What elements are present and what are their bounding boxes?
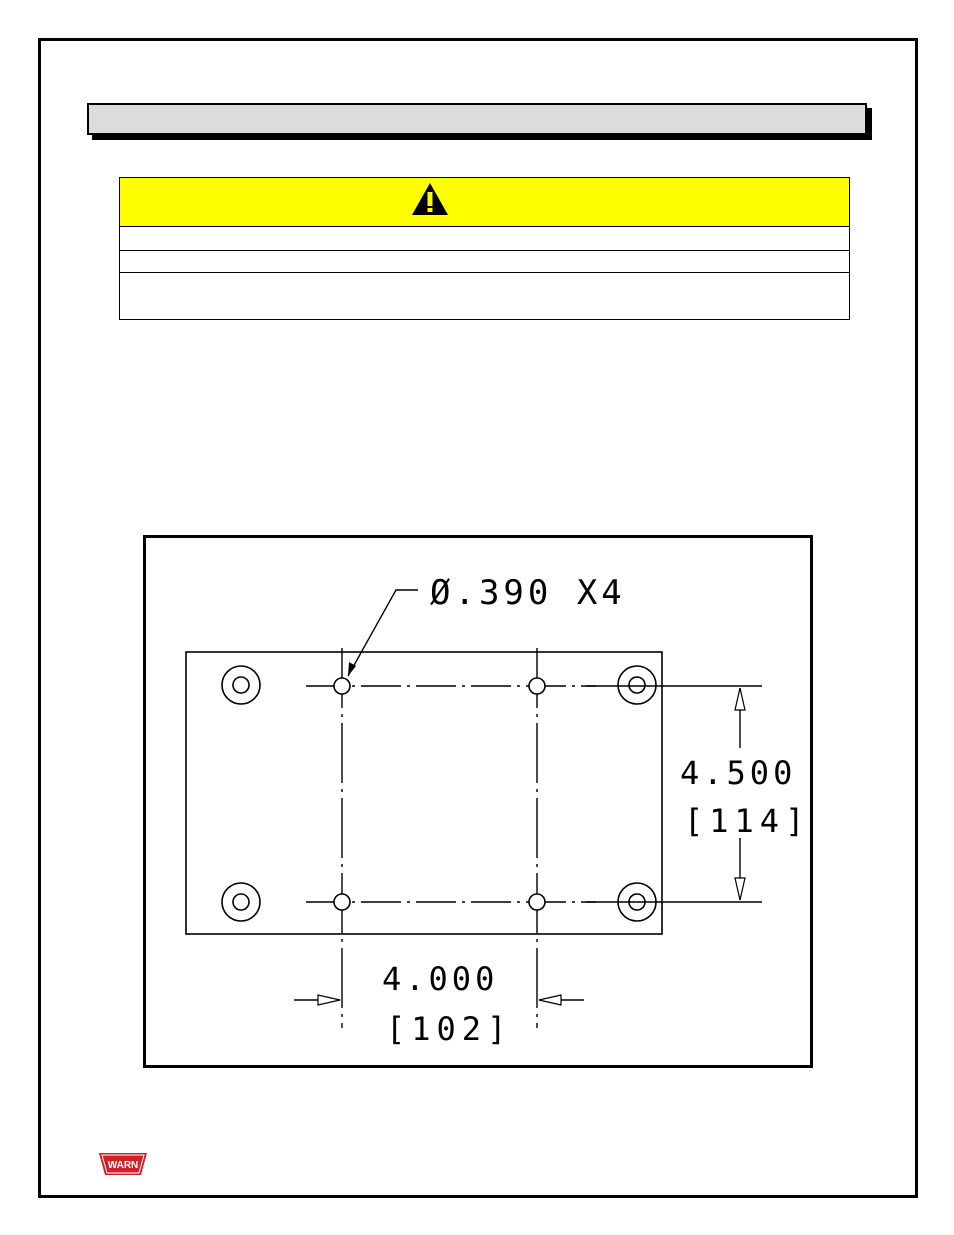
warn-logo-text: WARN bbox=[107, 1160, 139, 1171]
horizontal-dimension: 4.000 bbox=[382, 960, 499, 998]
corner-holes bbox=[222, 666, 656, 921]
vertical-dimension: 4.500 bbox=[680, 754, 797, 792]
warning-row-2 bbox=[120, 252, 849, 273]
warning-triangle-icon bbox=[410, 181, 450, 217]
mounting-pattern-diagram bbox=[146, 538, 810, 1065]
mounting-holes bbox=[334, 678, 545, 910]
horizontal-dimension-metric: [102] bbox=[386, 1010, 513, 1048]
warn-logo bbox=[99, 1151, 147, 1177]
warning-row-3 bbox=[120, 274, 849, 319]
warning-box bbox=[119, 177, 850, 320]
warning-header bbox=[120, 178, 849, 227]
hole-callout-label: Ø.390 X4 bbox=[430, 573, 626, 613]
vertical-dimension-metric: [114] bbox=[684, 802, 810, 840]
warning-row-1 bbox=[120, 227, 849, 251]
section-title-bar bbox=[87, 103, 867, 135]
mounting-drawing bbox=[143, 535, 813, 1068]
